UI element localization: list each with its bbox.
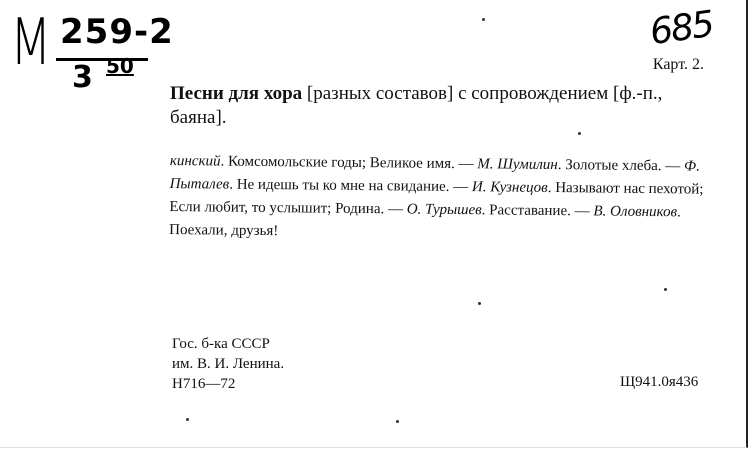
- call-number-bottom: 3: [72, 60, 93, 95]
- speck: [478, 302, 481, 305]
- speck: [186, 418, 189, 421]
- song-titles: . Комсомольские годы; Великое имя. —: [220, 153, 478, 173]
- song-titles: . Поехали, друзья!: [169, 204, 681, 240]
- speck: [578, 132, 581, 135]
- print-code: Щ941.0я436: [620, 374, 699, 390]
- song-titles: . Расставание. —: [481, 202, 594, 220]
- author-name: И. Кузнецов: [471, 179, 548, 196]
- library-line-1: Гос. б-ка СССР: [172, 336, 270, 352]
- card-label: Карт. 2.: [652, 56, 704, 73]
- call-number-divider: [56, 58, 148, 61]
- title-bold-part: Песни для хора: [170, 83, 303, 104]
- speck: [664, 288, 667, 291]
- song-titles: . Золотые хлеба. —: [557, 157, 685, 175]
- title-rest: [разных составов] с сопровождением [ф.-п., баяна].: [170, 83, 663, 128]
- contents-paragraph: [169, 150, 718, 248]
- author-name: В. Оловников: [593, 203, 678, 221]
- card-title: [170, 82, 720, 130]
- speck: [482, 18, 485, 21]
- speck: [396, 420, 399, 423]
- call-number-superscript: 50: [106, 54, 134, 78]
- author-name: кинский: [169, 152, 221, 170]
- folio-number: 685: [647, 3, 716, 54]
- song-titles: . Называют нас пехотой; Если любит, то услышит; Родина. —: [169, 179, 704, 218]
- library-line-3: Н716—72: [172, 376, 236, 392]
- call-number-top: 259-2: [60, 12, 174, 52]
- library-line-2: им. В. И. Ленина.: [172, 356, 285, 372]
- author-name: О. Турышев: [406, 201, 482, 219]
- call-number-letter: М: [10, 6, 52, 80]
- song-titles: . Не идешь ты ко мне на свидание. —: [229, 176, 473, 196]
- library-stamp: [172, 334, 284, 394]
- author-name: М. Шумилин: [477, 156, 558, 174]
- author-name: Ф. Пыталев: [169, 158, 701, 193]
